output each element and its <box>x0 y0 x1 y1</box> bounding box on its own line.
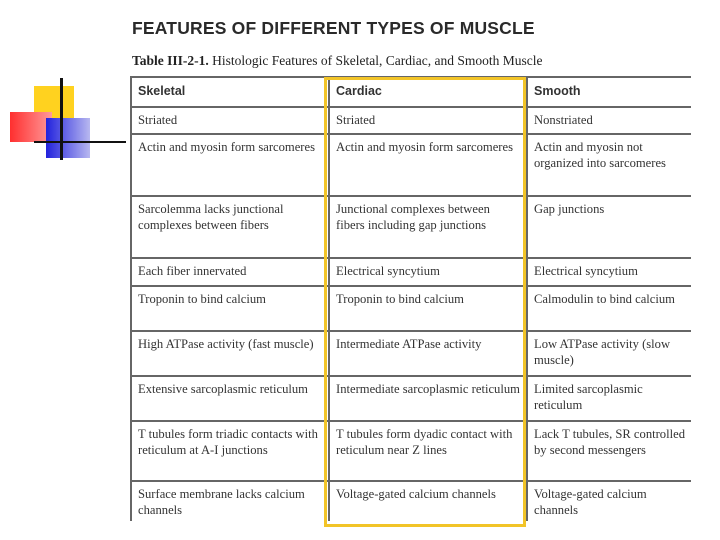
decorative-logo <box>0 0 130 170</box>
header-cardiac: Cardiac <box>329 77 527 107</box>
table-caption-label: Table III-2-1. <box>132 53 209 68</box>
cell-smooth: Nonstriated <box>527 107 691 134</box>
table-caption-text: Histologic Features of Skeletal, Cardiac, and Smooth Muscle <box>212 53 543 68</box>
cell-cardiac: Junctional complexes between fibers including gap junctions <box>329 196 527 258</box>
cell-smooth: Voltage-gated calcium channels <box>534 487 647 517</box>
cell-cardiac: Intermediate sarcoplasmic reticulum <box>329 376 527 421</box>
table-row <box>131 421 691 481</box>
cell-cardiac: Troponin to bind calcium <box>329 286 527 331</box>
logo-horizontal-line <box>34 141 126 143</box>
logo-vertical-line <box>60 78 63 160</box>
table-row <box>131 196 691 258</box>
cell-smooth: Calmodulin to bind calcium <box>527 286 691 331</box>
cell-skeletal: Surface membrane lacks calcium channels <box>131 481 329 521</box>
cell-skeletal: Troponin to bind calcium <box>131 286 329 331</box>
cell-smooth: Lack T tubules, SR controlled by second messengers <box>527 421 691 481</box>
cell-skeletal: T tubules form triadic contacts with reticulum at A-I junctions <box>131 421 329 481</box>
table-row <box>131 134 691 196</box>
header-skeletal: Skeletal <box>131 77 329 107</box>
table-header-row <box>131 77 691 107</box>
cell-skeletal: High ATPase activity (fast muscle) <box>131 331 329 376</box>
table-row <box>131 107 691 134</box>
table-row <box>131 376 691 421</box>
cell-cardiac: T tubules form dyadic contact with reticulum near Z lines <box>329 421 527 481</box>
cell-skeletal: Striated <box>131 107 329 134</box>
table-row <box>131 331 691 376</box>
table-caption <box>132 53 542 69</box>
cell-skeletal: Actin and myosin form sarcomeres <box>131 134 329 196</box>
cell-skeletal: Extensive sarcoplasmic reticulum <box>131 376 329 421</box>
cell-skeletal: Each fiber innervated <box>131 258 329 286</box>
cell-cardiac: Voltage-gated calcium channels <box>329 481 527 521</box>
table-row <box>131 258 691 286</box>
table-row <box>131 481 691 521</box>
page-title: FEATURES OF DIFFERENT TYPES OF MUSCLE <box>132 18 535 38</box>
cell-smooth: Low ATPase activity (slow muscle) <box>527 331 691 376</box>
cell-smooth: Actin and myosin not organized into sarcomeres <box>527 134 691 196</box>
cell-skeletal: Sarcolemma lacks junctional complexes between fibers <box>131 196 329 258</box>
logo-blue-square <box>46 118 90 158</box>
header-smooth: Smooth <box>527 77 691 107</box>
cell-cardiac: Intermediate ATPase activity <box>329 331 527 376</box>
cell-smooth: Limited sarcoplasmic reticulum <box>527 376 691 421</box>
cell-cardiac: Electrical syncytium <box>329 258 527 286</box>
muscle-features-table <box>130 76 691 521</box>
cell-cardiac: Striated <box>329 107 527 134</box>
cell-smooth: Electrical syncytium <box>527 258 691 286</box>
cell-cardiac: Actin and myosin form sarcomeres <box>329 134 527 196</box>
table-row <box>131 286 691 331</box>
cell-smooth: Gap junctions <box>527 196 691 258</box>
